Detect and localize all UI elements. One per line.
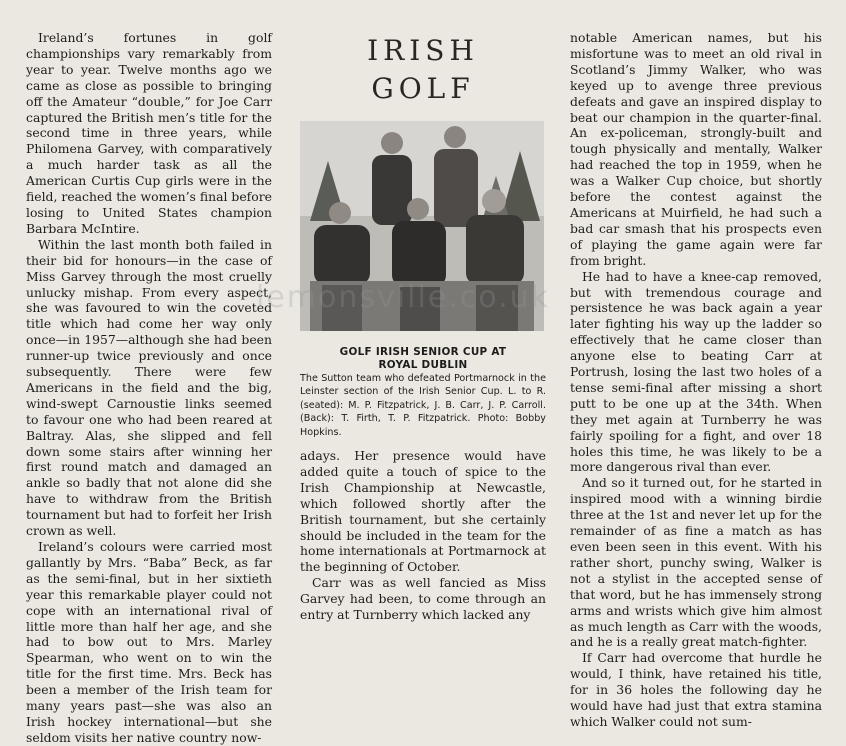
article-title-line-1: IRISH [367, 34, 479, 67]
paragraph: notable American names, but his misfortune was to meet an old rival in Scotland’s Jimmy Walker, who was keyed up to avenge three previous defeats and gave an inspired display to beat our champion in the quarter-final. An ex-policeman, strongly-built and tough physically and mentally, Walker had reached the top in 1959, when he was a Walker Cup choice, but shortly before the contest against the Americans at Muirfield, he had such a bad car smash that his prospects even of playing the game again were far from bright. [570, 30, 822, 268]
paragraph: Carr was as well fancied as Miss Garvey had been, to come through an entry at Turnberry which lacked any [300, 575, 546, 623]
caption-heading-line-1: GOLF IRISH SENIOR CUP AT [339, 346, 507, 358]
caption-heading-line-2: ROYAL DUBLIN [378, 359, 468, 371]
caption-body [300, 372, 546, 439]
paragraph: Ireland’s colours were carried most gallantly by Mrs. “Baba” Beck, as far as the semi-final, but in her sixtieth year this remarkable player could not cope with an international rival of little more than half her age, and she had to bow out to Mrs. Marley Spearman, who went on to win the title for the first time. Mrs. Beck has been a member of the Irish team for many years past—she was also an Irish hockey international—but she seldom visits her native country now- [26, 539, 272, 745]
paragraph: Within the last month both failed in their bid for honours—in the case of Miss Garvey through the most cruelly unlucky mishap. From every aspect, she was favoured to win the coveted title which had come her way only once—in 1957—although she had been runner-up twice previously and once subsequently. There were few Americans in the field and the big, wind-swept Carnoustie links seemed to favour one who had been reared at Baltray. Alas, she slipped and fell down some stairs after winning her first round match and damaged an ankle so badly that not alone did she have to withdraw from the British tournament but had to forfeit her Irish crown as well. [26, 236, 272, 539]
right-column [570, 30, 822, 730]
paragraph: He had to have a knee-cap removed, but with tremendous courage and persistence he was back again a year later fighting his way up the ladder so effectively that he came closer than anyone else to beating Carr at Portrush, losing the last two holes of a tense semi-final after missing a short putt to be one up at the 34th. When they met again at Turnberry he was fairly spoiling for a fight, and over 18 holes this time, he was likely to be a more dangerous rival than ever. [570, 268, 822, 475]
photo-credit: Photo: Bobby Hopkins. [300, 413, 546, 438]
middle-column [300, 448, 546, 623]
left-column [26, 30, 272, 746]
paragraph: adays. Her presence would have added quite a touch of spice to the Irish Championship at Newcastle, which followed shortly after the British tournament, but she certainly should be included in the team for the home internationals at Portmarnock at the beginning of October. [300, 448, 546, 575]
watermark: lemonsville.co.uk [256, 280, 551, 315]
caption-text: The Sutton team who defeated Portmarnock in the Leinster section of the Irish Senior Cup. L. to R. (seated): M. P. Fitzpatrick, J. B. Carr, J. P. Carroll. (Back): T. Firth, T. P. Fitzpatrick. [300, 373, 546, 425]
paragraph: And so it turned out, for he started in inspired mood with a winning birdie three at the 1st and never let up for the remainder of as fine a match as has even been seen in this event. With his rather short, punchy swing, Walker is not a stylist in the accepted sense of that word, but he has immensely strong arms and wrists which give him almost as much length as Carr with the woods, and he is a really great match-fighter. [570, 475, 822, 650]
article-title-line-2: GOLF [371, 72, 475, 105]
caption-heading [300, 346, 546, 372]
paragraph: If Carr had overcome that hurdle he would, I think, have retained his title, for in 36 holes the following day he would have had just that extra stamina which Walker could not sum- [570, 650, 822, 729]
paragraph: Ireland’s fortunes in golf championships vary remarkably from year to year. Twelve months ago we came as close as possible to bringing off the Amateur “double,” for Joe Carr captured the British men’s title for the second time in three years, while Philomena Garvey, with comparatively a much harder task as all the American Curtis Cup girls were in the field, reached the women’s final before losing to United States champion Barbara McIntire. [26, 30, 272, 236]
